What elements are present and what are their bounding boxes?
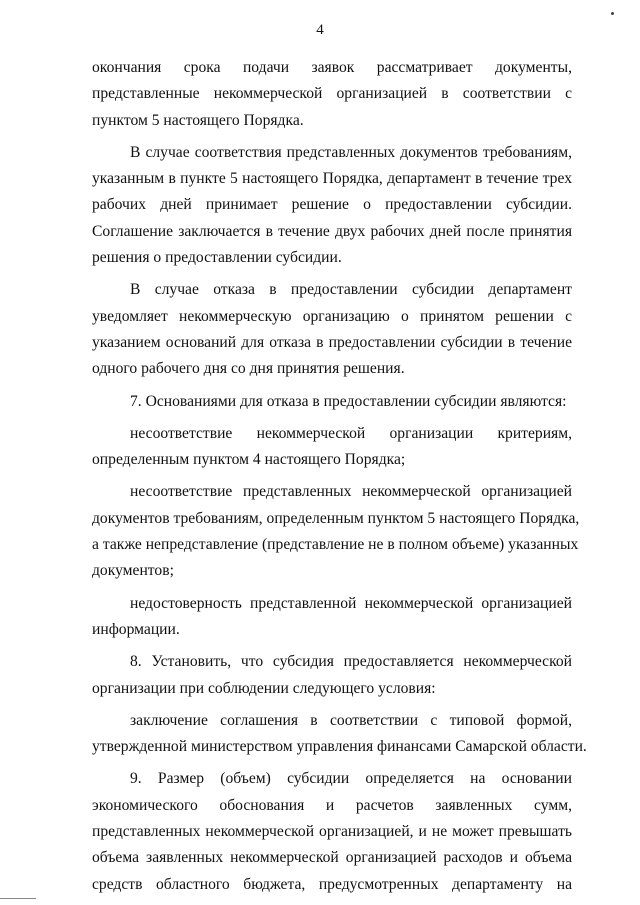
text-line: организации при соблюдении следующего условия: — [92, 679, 436, 697]
paragraph — [92, 421, 572, 474]
text-line: окончания срока подачи заявок рассматривает документы, — [92, 59, 572, 76]
text-line: средств областного бюджета, предусмотренных департаменту на — [92, 875, 572, 893]
scan-edge-line — [0, 898, 36, 899]
paragraph — [92, 766, 572, 897]
text-line: В случае отказа в предоставлении субсидии департамент — [130, 281, 572, 299]
text-line: представленные некоммерческой организацией в соответствии с — [92, 85, 572, 103]
text-line: указанием оснований для отказа в предоставлении субсидии в течение — [92, 333, 572, 351]
text-line: указанным в пункте 5 настоящего Порядка, департамент в течение трех — [92, 170, 572, 188]
paragraph — [92, 140, 572, 271]
text-line: представленных некоммерческой организацией, и не может превышать — [92, 823, 572, 841]
page-number: 4 — [316, 22, 324, 38]
text-line: определенным пунктом 4 настоящего Порядка; — [92, 451, 406, 469]
paragraph — [92, 55, 572, 134]
paragraph — [92, 649, 572, 702]
text-line: решения о предоставлении субсидии. — [92, 249, 342, 267]
text-line: недостоверность представленной некоммерческой организацией — [130, 594, 572, 612]
scan-mark — [611, 12, 614, 15]
text-line: документов требованиям, определенным пунктом 5 настоящего Порядка, — [92, 509, 580, 527]
text-line: а также непредставление (представление не в полном объеме) указанных — [92, 536, 579, 554]
paragraph — [92, 479, 580, 584]
text-line: 7. Основаниями для отказа в предоставлении субсидии являются: — [130, 392, 567, 410]
text-line: рабочих дней принимает решение о предоставлении субсидии. — [92, 196, 572, 214]
text-line: объема заявленных некоммерческой организацией расходов и объема — [92, 849, 572, 867]
text-line: одного рабочего дня со дня принятия решения. — [92, 360, 405, 378]
text-line: 9. Размер (объем) субсидии определяется на основании — [130, 770, 572, 788]
text-line: пунктом 5 настоящего Порядка. — [92, 111, 304, 129]
text-line: несоответствие представленных некоммерческой организацией — [130, 483, 572, 501]
paragraph — [92, 708, 587, 761]
text-line: экономического обоснования и расчетов заявленных сумм, — [92, 796, 572, 814]
text-line: заключение соглашения в соответствии с типовой формой, — [130, 711, 572, 729]
text-line: документов; — [92, 562, 174, 580]
document-body — [92, 55, 587, 898]
text-line: Соглашение заключается в течение двух рабочих дней после принятия — [92, 222, 572, 240]
paragraph — [92, 591, 572, 644]
paragraph — [92, 277, 572, 382]
text-line: несоответствие некоммерческой организации критериям, — [130, 424, 572, 442]
text-line: утвержденной министерством управления финансами Самарской области. — [92, 738, 587, 756]
text-line: 8. Установить, что субсидия предоставляется некоммерческой — [130, 653, 572, 671]
text-line: В случае соответствия представленных документов требованиям, — [130, 143, 572, 161]
text-line: информации. — [92, 620, 180, 638]
paragraph — [92, 389, 572, 415]
text-line: уведомляет некоммерческую организацию о принятом решении с — [92, 307, 572, 325]
